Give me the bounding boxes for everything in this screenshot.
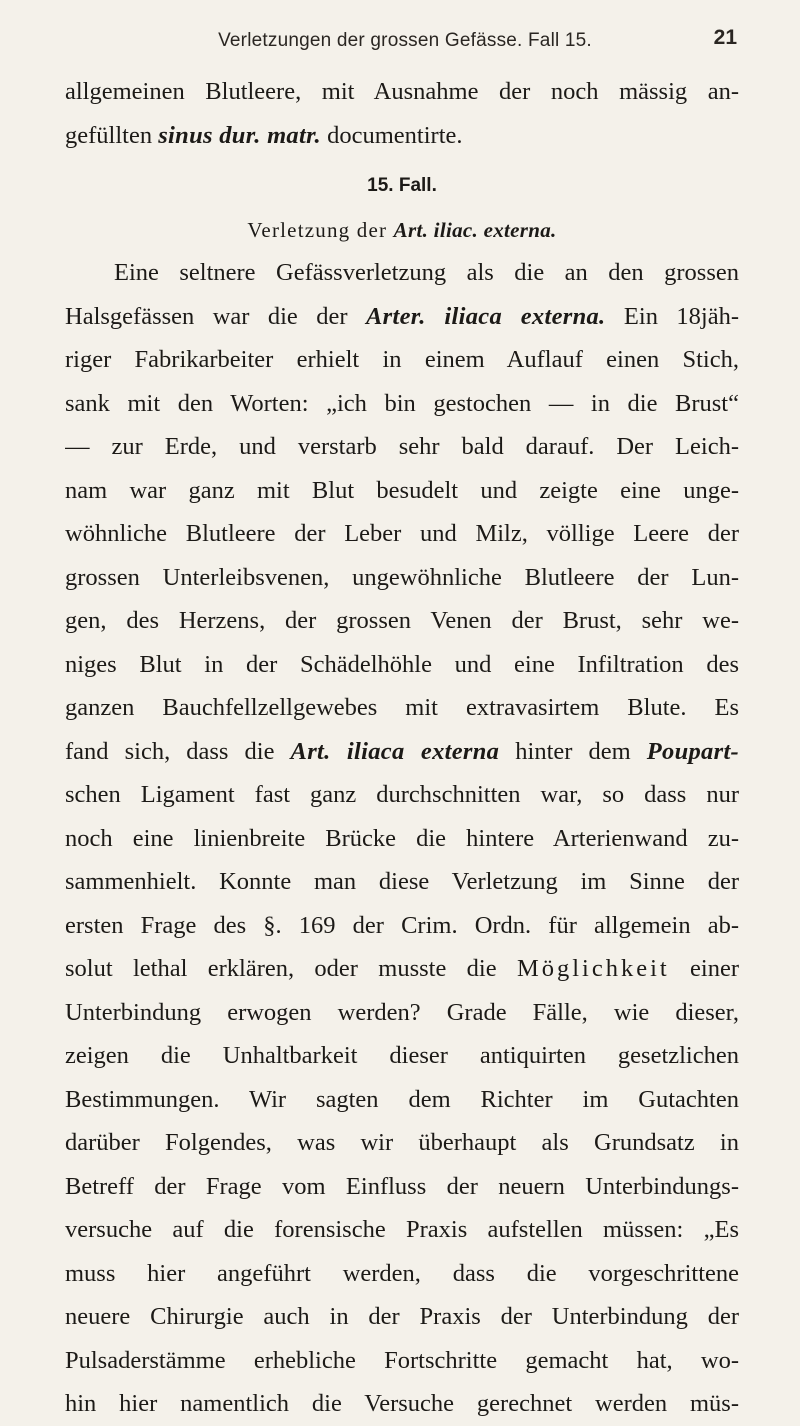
text-block [65, 70, 739, 1426]
text-line: Halsgefässen war die der Arter. iliaca externa. Ein 18jäh- [65, 302, 739, 330]
text-line: ersten Frage des §. 169 der Crim. Ordn. für allgemein ab- [65, 911, 739, 939]
text-line: noch eine linienbreite Brücke die hintere Arterienwand zu- [65, 824, 739, 852]
text-line: gefüllten sinus dur. matr. documentirte. [65, 121, 463, 149]
text-line: Eine seltnere Gefässverletzung als die an den grossen [114, 259, 739, 286]
text-line: nam war ganz mit Blut besudelt und zeigte eine unge- [65, 476, 739, 504]
text-line: darüber Folgendes, was wir überhaupt als Grundsatz in [65, 1129, 739, 1156]
text-line: Pulsaderstämme erhebliche Fortschritte gemacht hat, wo- [65, 1346, 739, 1374]
latin-term: Art. iliaca externa [290, 737, 500, 765]
text-line: schen Ligament fast ganz durchschnitten war, so dass nur [65, 781, 739, 808]
running-title: Verletzungen der grossen Gefässe. Fall 15. [218, 30, 592, 51]
text-line: niges Blut in der Schädelhöhle und eine Infiltration des [65, 650, 739, 678]
page-number: 21 [713, 26, 737, 49]
latin-term: sinus dur. matr. [158, 121, 321, 149]
text-line: zeigen die Unhaltbarkeit dieser antiquirten gesetzlichen [65, 1042, 739, 1069]
text-line: fand sich, dass die Art. iliaca externa hinter dem Poupart- [65, 737, 739, 765]
text-line: neuere Chirurgie auch in der Praxis der Unterbindung der [65, 1303, 739, 1330]
text-line: hin hier namentlich die Versuche gerechnet werden müs- [65, 1390, 739, 1417]
text-line: sammenhielt. Konnte man diese Verletzung im Sinne der [65, 868, 739, 895]
section-subheading: Verletzung der Art. iliac. externa. [247, 218, 557, 242]
text-line: solut lethal erklären, oder musste die Möglichkeit einer [65, 955, 739, 982]
text-line: grossen Unterleibsvenen, ungewöhnliche Blutleere der Lun- [65, 563, 739, 591]
text-line: Betreff der Frage vom Einfluss der neuern Unterbindungs- [65, 1172, 739, 1200]
emphasis-spaced: Möglichkeit [516, 955, 670, 982]
text-line: riger Fabrikarbeiter erhielt in einem Auflauf einen Stich, [65, 346, 739, 373]
text-line: gen, des Herzens, der grossen Venen der Brust, sehr we- [65, 607, 739, 634]
latin-term: Art. iliac. externa. [393, 218, 557, 242]
text-line: Bestimmungen. Wir sagten dem Richter im Gutachten [65, 1085, 739, 1113]
text-line: Unterbindung erwogen werden? Grade Fälle, wie dieser, [65, 998, 739, 1026]
text-line: — zur Erde, und verstarb sehr bald darauf. Der Leich- [65, 433, 739, 460]
text-line: versuche auf die forensische Praxis aufstellen müssen: „Es [65, 1216, 739, 1243]
name-term: Poupart- [646, 737, 739, 765]
text-line: sank mit den Worten: „ich bin gestochen — in die Brust“ [65, 389, 739, 417]
latin-term: Arter. iliaca externa. [365, 302, 606, 330]
text-line: ganzen Bauchfellzellgewebes mit extravasirtem Blute. Es [65, 694, 739, 721]
section-heading: 15. Fall. [367, 175, 437, 196]
text-line: wöhnliche Blutleere der Leber und Milz, völlige Leere der [65, 520, 739, 547]
text-line: muss hier angeführt werden, dass die vorgeschrittene [65, 1259, 739, 1287]
text-line: allgemeinen Blutleere, mit Ausnahme der noch mässig an- [65, 78, 739, 105]
